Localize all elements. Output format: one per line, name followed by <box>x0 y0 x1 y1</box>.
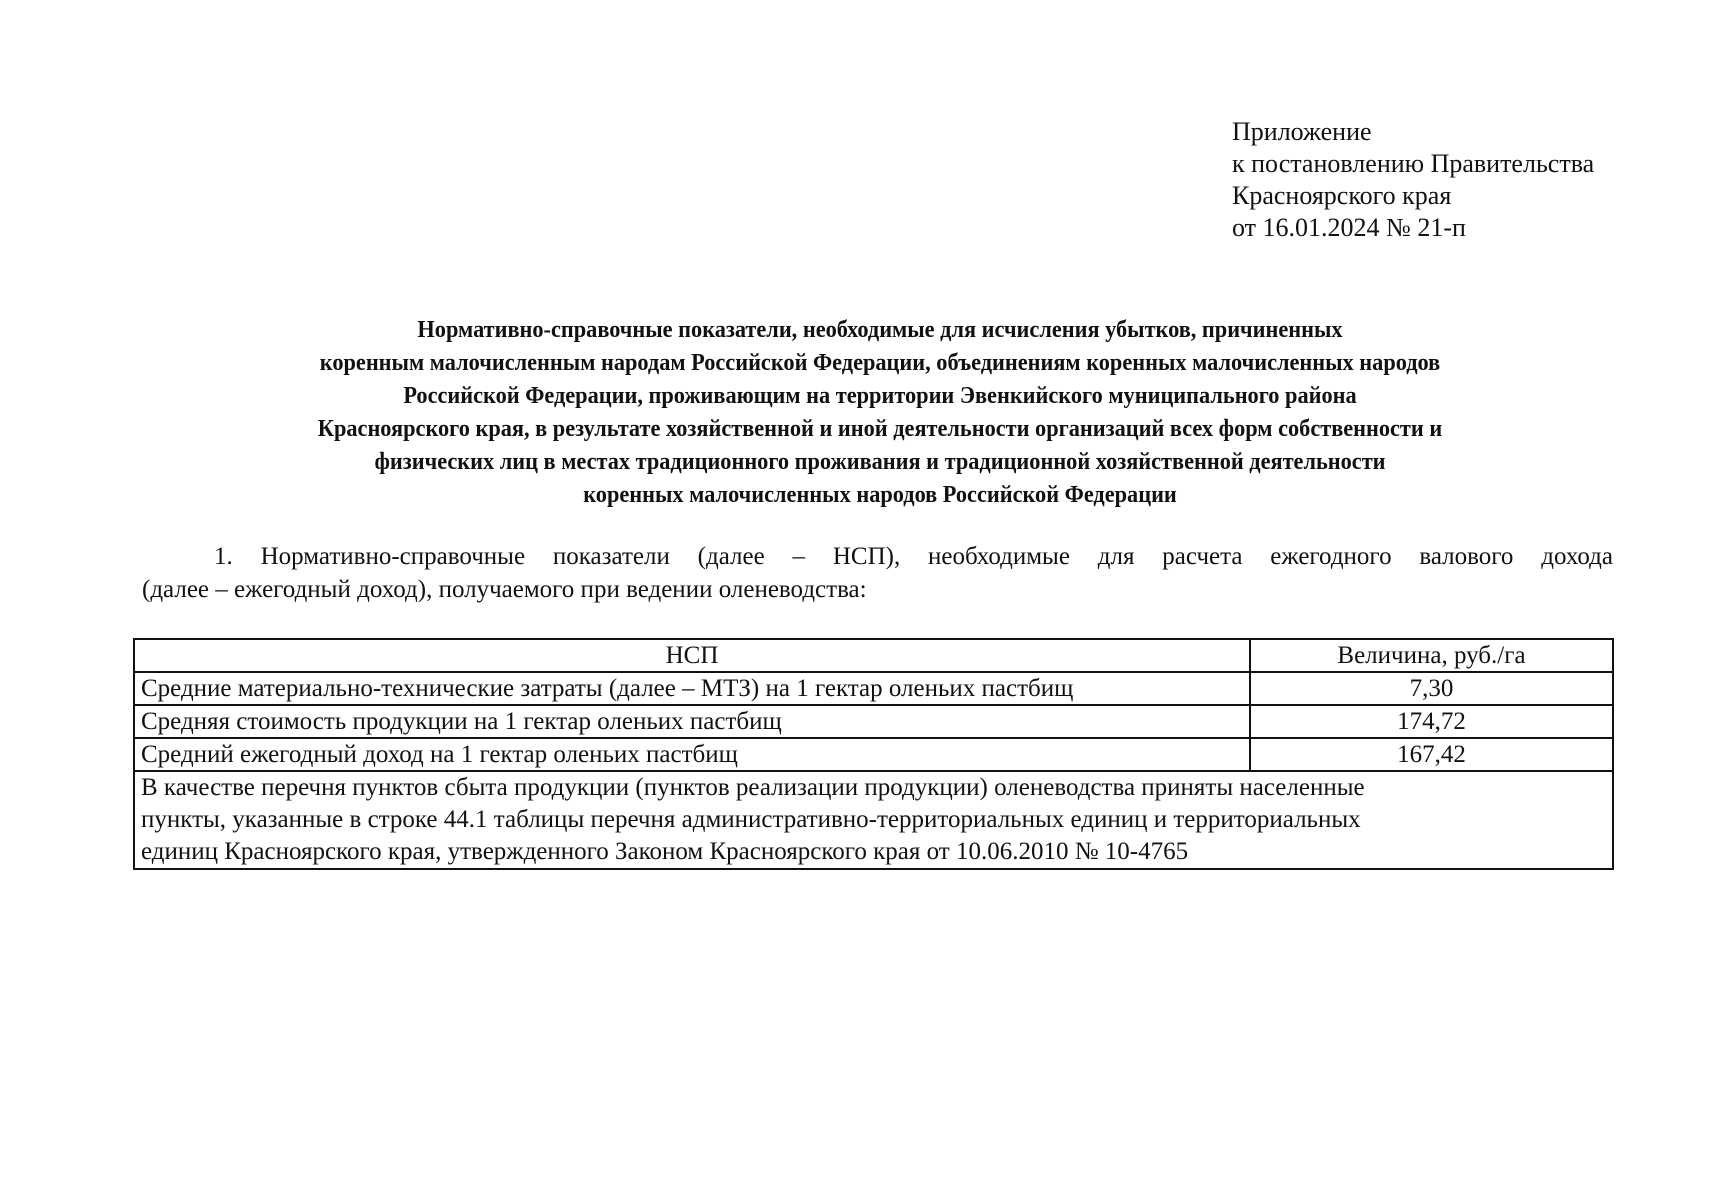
table-row <box>134 672 1613 705</box>
row-value: 167,42 <box>1250 738 1613 771</box>
row-value: 7,30 <box>1250 672 1613 705</box>
row-value: 174,72 <box>1250 705 1613 738</box>
title-line: физических лиц в местах традиционного проживания и традиционной хозяйственной деятельности <box>374 449 1386 475</box>
table-row <box>134 705 1613 738</box>
appendix-line: Приложение <box>1232 117 1372 146</box>
note-line: В качестве перечня пунктов сбыта продукции (пунктов реализации продукции) оленеводства приняты населенные <box>141 774 1365 801</box>
paragraph-line: 1. Нормативно-справочные показатели (далее – НСП), необходимые для расчета ежегодного валового дохода <box>214 543 1613 570</box>
row-name: Средние материально-технические затраты (далее – МТЗ) на 1 гектар оленьих пастбищ <box>134 672 1250 705</box>
paragraph-line: (далее – ежегодный доход), получаемого при ведении оленеводства: <box>142 576 867 603</box>
title-line: Красноярского края, в результате хозяйственной и иной деятельности организаций всех форм собственности и <box>317 416 1443 442</box>
document-title <box>192 314 1568 512</box>
row-name: Средняя стоимость продукции на 1 гектар оленьих пастбищ <box>134 705 1250 738</box>
table-header-row <box>134 639 1613 672</box>
table-row <box>134 738 1613 771</box>
table-note <box>134 771 1613 869</box>
nsp-table <box>133 638 1614 870</box>
title-line: коренным малочисленным народам Российской Федерации, объединениям коренных малочисленных народов <box>319 350 1441 376</box>
appendix-date-number: от 16.01.2024 № 21-п <box>1232 213 1466 242</box>
appendix-line: к постановлению Правительства <box>1232 149 1595 178</box>
appendix-line: Красноярского края <box>1232 181 1452 210</box>
title-line: Нормативно-справочные показатели, необходимые для исчисления убытков, причиненных <box>417 317 1343 343</box>
note-line: пункты, указанные в строке 44.1 таблицы перечня административно-территориальных единиц и территориальных <box>141 806 1361 833</box>
row-name: Средний ежегодный доход на 1 гектар оленьих пастбищ <box>134 738 1250 771</box>
header-nsp: НСП <box>134 639 1250 672</box>
table-note-row <box>134 771 1613 869</box>
appendix-header <box>1232 116 1594 244</box>
note-line: единиц Красноярского края, утвержденного Законом Красноярского края от 10.06.2010 № 10-4765 <box>141 838 1189 865</box>
header-value: Величина, руб./га <box>1250 639 1613 672</box>
title-line: коренных малочисленных народов Российской Федерации <box>583 482 1177 508</box>
paragraph-1 <box>142 540 1613 606</box>
title-line: Российской Федерации, проживающим на территории Эвенкийского муниципального района <box>403 383 1357 409</box>
